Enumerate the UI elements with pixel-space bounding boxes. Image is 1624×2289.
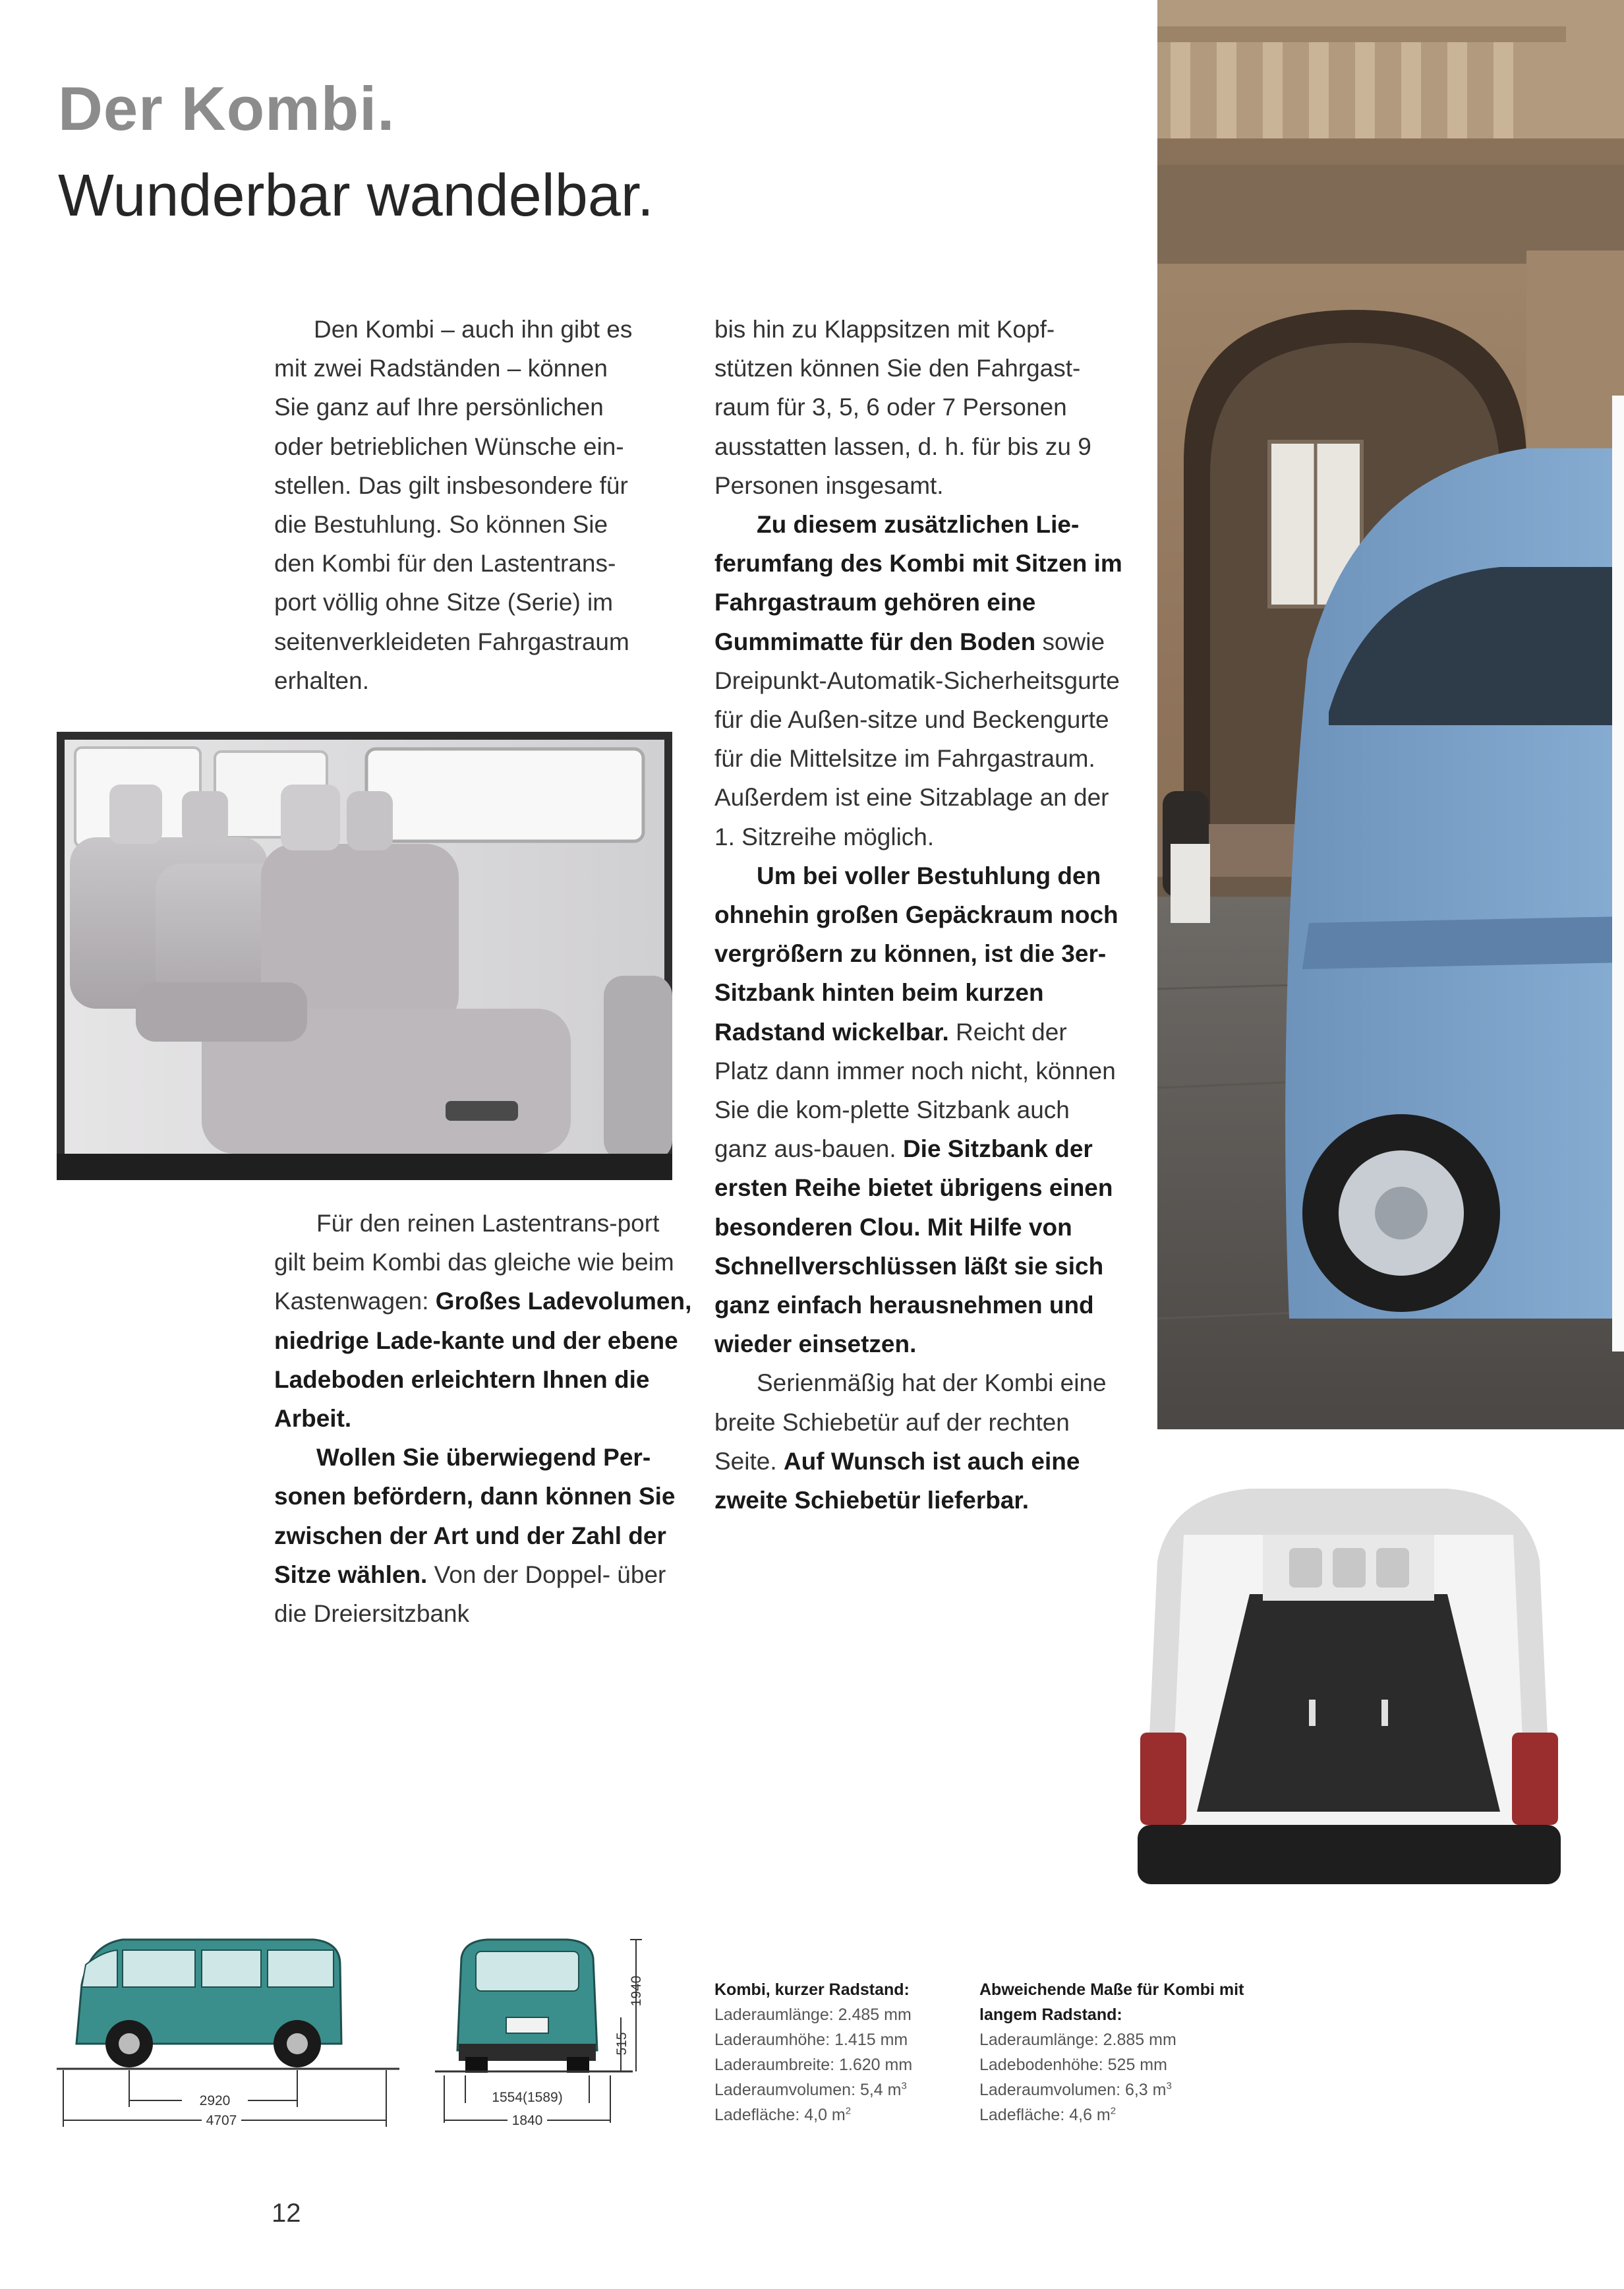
interior-seats-photo xyxy=(57,732,672,1180)
paragraph-cargo xyxy=(274,1204,696,1438)
wheelbase-label: 2920 xyxy=(199,2093,231,2108)
dims-long-block xyxy=(979,1977,1296,2127)
intro-line: die Bestuhlung. So können Sie xyxy=(274,511,608,539)
passengers-normal: Von der Doppel- über die Dreiersitzbank xyxy=(274,1561,666,1628)
intro-line: seitenverkleideten Fahrgastraum xyxy=(274,628,629,655)
intro-line: port völlig ohne Sitze (Serie) im xyxy=(274,589,614,616)
paragraph-sliding-door xyxy=(714,1363,1124,1520)
door-bold: Auf Wunsch ist auch eine zweite Schiebetür lieferbar. xyxy=(714,1447,1080,1514)
paragraph-luggage xyxy=(714,856,1124,1364)
right-body xyxy=(714,310,1124,1520)
dims-short-block xyxy=(714,1977,965,2127)
dims-short-line-area: Ladefläche: 4,0 $m^2$ xyxy=(714,2105,852,2124)
side-view-drawing xyxy=(57,1925,399,2136)
intro-line: Den Kombi – auch ihn gibt es xyxy=(314,316,633,343)
intro-line: erhalten. xyxy=(274,667,369,694)
left-intro xyxy=(274,310,696,700)
title-line-1: Der Kombi. xyxy=(58,74,395,143)
intro-line: Sie ganz auf Ihre persönlichen xyxy=(274,394,604,421)
dims-long-heading-2: langem Radstand: xyxy=(979,2006,1122,2024)
cargo-normal: Für den reinen Lastentrans-port gilt beim Kombi das gleiche wie beim Kastenwagen: xyxy=(274,1210,674,1315)
luggage-bold: Um bei voller Bestuhlung den ohnehin großen Gepäckraum noch vergrößern zu können, ist die 3er-Sitzbank hinten beim kurzen Radstand wickelbar. xyxy=(714,862,1118,1046)
dims-short-line: Laderaumhöhe: 1.415 mm xyxy=(714,2031,908,2049)
load-height-label: 515 xyxy=(614,2032,629,2056)
dims-short-heading: Kombi, kurzer Radstand: xyxy=(714,1980,910,1999)
intro-line: oder betrieblichen Wünsche ein- xyxy=(274,432,624,460)
height-label: 1940 xyxy=(629,1975,644,2007)
door-normal: Serienmäßig hat der Kombi eine breite Schiebetür auf der rechten Seite. xyxy=(714,1369,1107,1475)
luggage-bold-2: Die Sitzbank der ersten Reihe bietet übrigens einen besonderen Clou. Mit Hilfe von Schnellverschlüssen läßt sie sich ganz einfach herausnehmen und wieder einsetzen. xyxy=(714,1135,1113,1358)
paragraph-seating: bis hin zu Klappsitzen mit Kopf-stützen können Sie den Fahrgast-raum für 3, 5, 6 oder 7 Personen ausstatten lassen, d. h. für bis zu 9 Personen insgesamt. xyxy=(714,316,1091,499)
dims-long-line-area: Ladefläche: 4,6 $m^2$ xyxy=(979,2105,1116,2124)
equipment-normal: sowie Dreipunkt-Automatik-Sicherheitsgurte für die Außen-sitze und Beckengurte für die Mittelsitze im Fahrgastraum. Außerdem ist eine Sitzablage an der 1. Sitzreihe möglich. xyxy=(714,628,1120,850)
rear-cargo-photo xyxy=(1131,1482,1567,1899)
rear-view-drawing xyxy=(435,1925,659,2136)
cargo-bold: Großes Ladevolumen, niedrige Lade-kante und der ebene Ladeboden erleichtern Ihnen die Arbeit. xyxy=(274,1288,692,1433)
width-label: 1840 xyxy=(511,2113,543,2128)
track-label: 1554(1589) xyxy=(492,2090,563,2105)
dims-long-line: Laderaumlänge: 2.885 mm xyxy=(979,2031,1176,2049)
dims-short-line-volume: Laderaumvolumen: 5,4 $m^3$ xyxy=(714,2080,907,2099)
passengers-bold: Wollen Sie überwiegend Per-sonen befördern, dann können Sie zwischen der Art und der Zahl der Sitze wählen. xyxy=(274,1444,676,1588)
dims-long-line-volume: Laderaumvolumen: 6,3 $m^3$ xyxy=(979,2080,1172,2099)
dims-long-line: Ladebodenhöhe: 525 mm xyxy=(979,2056,1167,2074)
left-body xyxy=(274,1204,696,1633)
length-label: 4707 xyxy=(206,2113,237,2128)
equipment-bold: Zu diesem zusätzlichen Lie-ferumfang des Kombi mit Sitzen im Fahrgastraum gehören eine Gummimatte für den Boden xyxy=(714,511,1122,655)
dims-long-heading-1: Abweichende Maße für Kombi mit xyxy=(979,1980,1244,1999)
building-van-photo xyxy=(1157,0,1624,1429)
intro-line: den Kombi für den Lastentrans- xyxy=(274,550,616,578)
luggage-normal: Reicht der Platz dann immer noch nicht, können Sie die kom-plette Sitzbank auch ganz aus-bauen. xyxy=(714,1018,1116,1163)
intro-line: stellen. Das gilt insbesondere für xyxy=(274,471,628,499)
dims-short-line: Laderaumlänge: 2.485 mm xyxy=(714,2006,912,2024)
intro-line: mit zwei Radständen – können xyxy=(274,355,608,382)
paragraph-passengers xyxy=(274,1438,696,1633)
title-line-2: Wunderbar wandelbar. xyxy=(58,163,654,229)
page-number: 12 xyxy=(272,2199,301,2228)
dims-short-line: Laderaumbreite: 1.620 mm xyxy=(714,2056,913,2074)
paragraph-equipment xyxy=(714,505,1124,856)
